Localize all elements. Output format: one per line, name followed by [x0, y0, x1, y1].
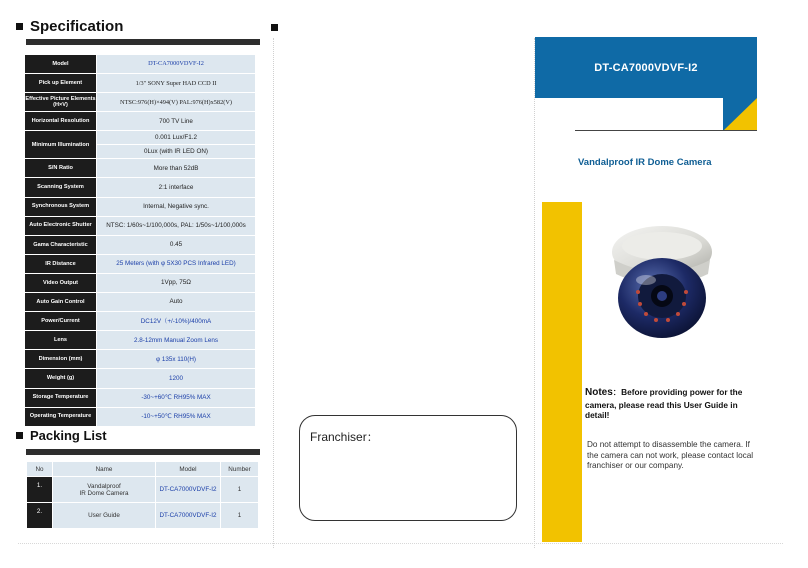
spec-value: NTSC:976(H)×494(V) PAL:976(H)x582(V): [97, 93, 256, 112]
bullet-square-icon: [16, 23, 23, 30]
column-header: Model: [156, 462, 221, 477]
bullet-square-icon: [16, 432, 23, 439]
spec-label: Weight (g): [25, 369, 97, 388]
table-row: [25, 254, 256, 273]
column-header: Name: [53, 462, 156, 477]
table-row: [25, 112, 256, 131]
notes-lead: Notes: [585, 387, 613, 398]
cover-header: [535, 37, 757, 98]
column-header: Number: [221, 462, 259, 477]
item-name-line: Vandalproof: [87, 482, 121, 490]
corner-accent-triangle: [723, 98, 757, 131]
spec-value: DT-CA7000VDVF-I2: [97, 55, 256, 74]
item-name-line: User Guide: [88, 512, 120, 519]
item-name: [53, 477, 156, 503]
bottom-rule: [18, 543, 783, 544]
table-row: [25, 312, 256, 331]
spec-value: DC12V（+/-10%)/400mA: [97, 312, 256, 331]
fold-line: [534, 38, 535, 548]
spec-label: Lens: [25, 331, 97, 350]
dome-camera-image: [608, 222, 716, 344]
table-row: [25, 178, 256, 197]
packing-list-table: [26, 461, 259, 529]
yellow-side-bar: [542, 202, 582, 542]
table-row: [25, 407, 256, 426]
spec-label: Synchronous System: [25, 197, 97, 216]
item-count: 1: [221, 477, 259, 503]
spec-label: Auto Electronic Shutter: [25, 216, 97, 235]
spec-value: More than 52dB: [97, 159, 256, 178]
spec-value: 0Lux (with IR LED ON): [97, 145, 256, 159]
spec-label: Horizontal Resolution: [25, 112, 97, 131]
spec-value: 0.001 Lux/F1.2: [97, 131, 256, 145]
item-number: 1.: [27, 477, 53, 503]
spec-label: Effective Picture Elements (H×V): [25, 93, 97, 112]
spec-value: -30~+60℃ RH95% MAX: [97, 388, 256, 407]
spec-value: Auto: [97, 293, 256, 312]
spec-value: 25 Meters (with φ 5X30 PCS Infrared LED): [97, 254, 256, 273]
spec-value: 1200: [97, 369, 256, 388]
column-header: No: [27, 462, 53, 477]
spec-label: Pick up Element: [25, 74, 97, 93]
specification-title: Specification: [30, 18, 124, 35]
spec-label: Gama Characteristic: [25, 235, 97, 254]
spec-label: Video Output: [25, 273, 97, 292]
spec-value: 1/3" SONY Super HAD CCD II: [97, 74, 256, 93]
item-model: DT-CA7000VDVF-I2: [156, 477, 221, 503]
spec-label: Model: [25, 55, 97, 74]
spec-label: Scanning System: [25, 178, 97, 197]
fold-line: [273, 38, 274, 548]
table-row: [25, 350, 256, 369]
specification-table: [24, 54, 256, 427]
table-row: [25, 159, 256, 178]
table-row: [25, 235, 256, 254]
spec-value: 0.45: [97, 235, 256, 254]
spec-label: S/N Ratio: [25, 159, 97, 178]
table-row: [27, 477, 259, 503]
item-model: DT-CA7000VDVF-I2: [156, 503, 221, 529]
table-row: [25, 55, 256, 74]
spec-value: 1Vpp, 75Ω: [97, 273, 256, 292]
spec-value: 2.8-12mm Manual Zoom Lens: [97, 331, 256, 350]
spec-label: Auto Gain Control: [25, 293, 97, 312]
table-row: [25, 216, 256, 235]
franchiser-label: Franchiser：: [310, 430, 379, 444]
specification-bar: [26, 39, 260, 45]
specification-heading: [16, 18, 123, 35]
spec-label: Storage Temperature: [25, 388, 97, 407]
spec-label: Power/Current: [25, 312, 97, 331]
spec-value: Internal, Negative sync.: [97, 197, 256, 216]
spec-value: 700 TV Line: [97, 112, 256, 131]
table-row: [25, 273, 256, 292]
spec-value: NTSC: 1/60s~1/100,000s, PAL: 1/50s~1/100,000s: [97, 216, 256, 235]
spec-label: Operating Temperature: [25, 407, 97, 426]
product-title: Vandalproof IR Dome Camera: [578, 157, 712, 168]
model-title: DT-CA7000VDVF-I2: [594, 61, 698, 74]
item-count: 1: [221, 503, 259, 529]
item-number: 2.: [27, 503, 53, 529]
packing-list-bar: [26, 449, 260, 455]
table-row: [25, 388, 256, 407]
warning-text: Do not attempt to disassemble the camera. If the camera can not work, please contact local franchiser or our company.: [587, 440, 754, 471]
item-name: [53, 503, 156, 529]
bullet-square-icon: [271, 24, 278, 31]
table-row: [25, 93, 256, 112]
franchiser-box: [299, 415, 517, 521]
spec-value: φ 135x 110(H): [97, 350, 256, 369]
spec-value: 2:1 interface: [97, 178, 256, 197]
packing-list-heading: [16, 428, 107, 443]
spec-label: IR Distance: [25, 254, 97, 273]
header-underline: [575, 130, 757, 131]
item-name-line: IR Dome Camera: [79, 489, 129, 497]
spec-label: Dimension (mm): [25, 350, 97, 369]
table-row: [25, 197, 256, 216]
table-row: [25, 74, 256, 93]
notes-text: [585, 387, 755, 420]
table-row: [25, 293, 256, 312]
table-header-row: [27, 462, 259, 477]
spec-label: Minimum Illumination: [25, 131, 97, 159]
notes-body: ：Before providing power for the camera, please read this User Guide in detail!: [585, 387, 743, 420]
spec-value: -10~+50℃ RH95% MAX: [97, 407, 256, 426]
table-row: [25, 131, 256, 145]
table-row: [25, 369, 256, 388]
table-row: [27, 503, 259, 529]
packing-list-title: Packing List: [30, 428, 107, 443]
table-row: [25, 331, 256, 350]
